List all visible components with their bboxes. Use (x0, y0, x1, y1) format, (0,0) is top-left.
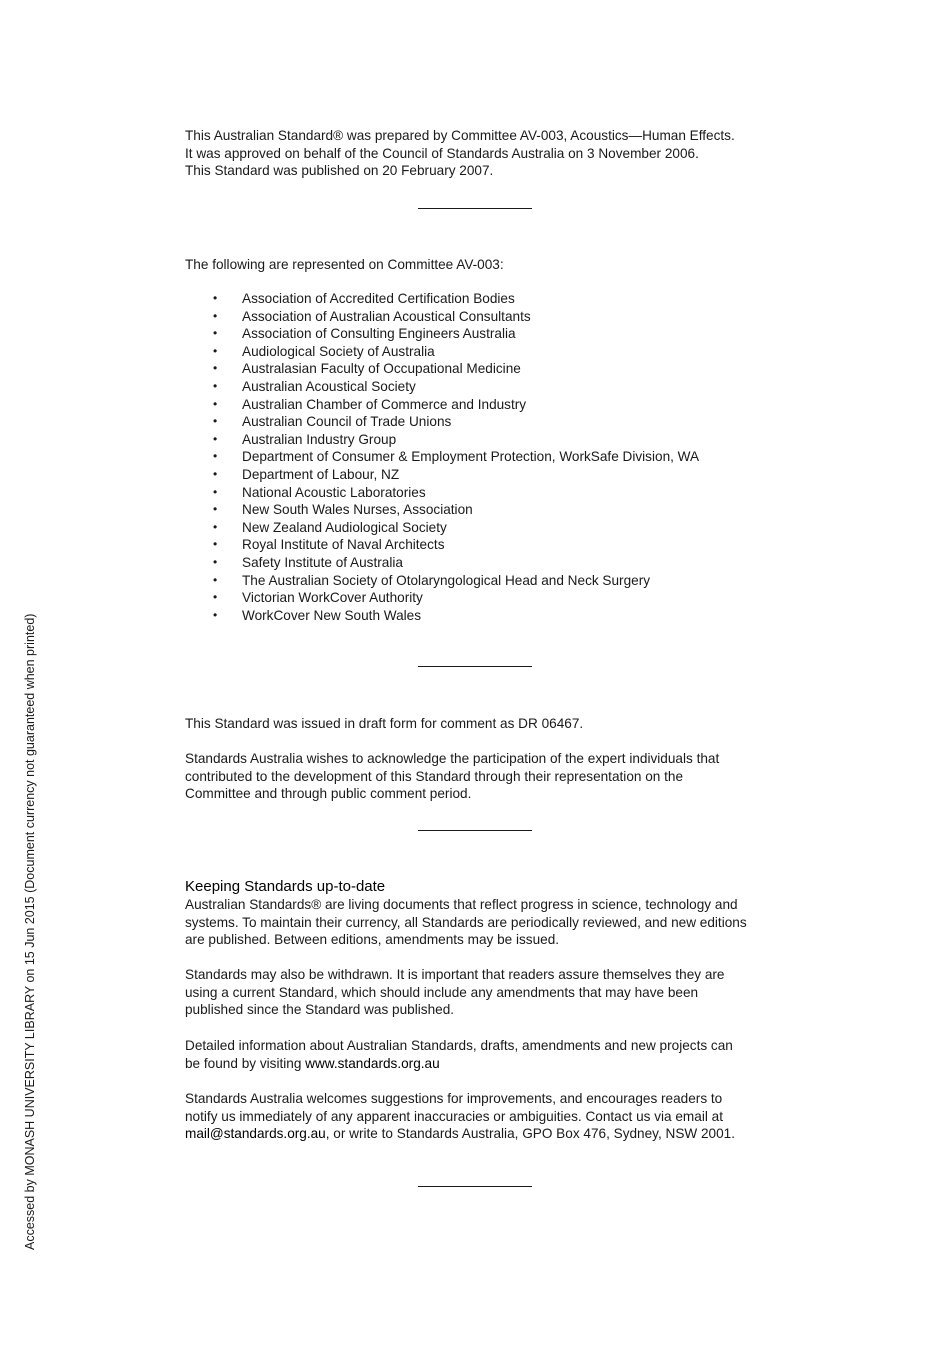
member-list (185, 290, 785, 624)
paragraph-line: systems. To maintain their currency, all Standards are periodically reviewed, and new editions (185, 914, 747, 930)
draft-issued-line: This Standard was issued in draft form for comment as DR 06467. (185, 716, 584, 731)
committee-heading-text: The following are represented on Committee AV-003: (185, 257, 504, 272)
email-link[interactable]: mail@standards.org.au (185, 1126, 326, 1142)
access-watermark: Accessed by MONASH UNIVERSITY LIBRARY on 15 Jun 2015 (Document currency not guaranteed when printed) (23, 613, 37, 1250)
paragraph-line (185, 1055, 785, 1073)
section-divider (418, 1186, 532, 1187)
paragraph-text: be found by visiting (185, 1055, 306, 1071)
bullet-icon: • (213, 607, 218, 622)
website-link[interactable]: www.standards.org.au (305, 1055, 440, 1071)
section-divider (418, 666, 532, 667)
member-list-item (185, 466, 785, 484)
ack-line: Standards Australia wishes to acknowledge the participation of the expert individuals that (185, 751, 720, 766)
ack-line: Committee and through public comment period. (185, 786, 472, 802)
member-name: WorkCover New South Wales (242, 607, 422, 623)
member-list-item (185, 308, 785, 326)
document-page (185, 0, 785, 1345)
withdrawn-paragraph (185, 966, 785, 1019)
bullet-icon: • (213, 466, 218, 481)
paragraph-line: notify us immediately of any apparent inaccuracies or ambiguities. Contact us via email at (185, 1108, 723, 1124)
contact-paragraph (185, 1090, 785, 1143)
member-list-item (185, 589, 785, 607)
paragraph-line: are published. Between editions, amendments may be issued. (185, 932, 560, 948)
bullet-icon: • (213, 484, 218, 499)
member-name: Australasian Faculty of Occupational Medicine (242, 361, 521, 377)
bullet-icon: • (213, 378, 218, 393)
member-name: Victorian WorkCover Authority (242, 590, 423, 606)
paragraph-line: Australian Standards® are living documents that reflect progress in science, technology and (185, 897, 738, 912)
committee-members (185, 290, 785, 624)
member-name: Australian Chamber of Commerce and Industry (242, 396, 527, 412)
paragraph-line: published since the Standard was published. (185, 1002, 455, 1018)
member-list-item (185, 572, 785, 590)
member-list-item (185, 290, 785, 308)
bullet-icon: • (213, 519, 218, 534)
member-name: Safety Institute of Australia (242, 554, 403, 570)
paragraph-line: Standards may also be withdrawn. It is important that readers assure themselves they are (185, 967, 725, 982)
member-name: Australian Acoustical Society (242, 378, 416, 394)
bullet-icon: • (213, 554, 218, 569)
member-name: Association of Accredited Certification Bodies (242, 291, 515, 306)
bullet-icon: • (213, 572, 218, 587)
member-list-item (185, 448, 785, 466)
member-name: Department of Consumer & Employment Protection, WorkSafe Division, WA (242, 449, 700, 465)
member-list-item (185, 360, 785, 378)
member-list-item (185, 607, 785, 625)
member-list-item (185, 325, 785, 343)
section-divider (418, 208, 532, 209)
member-list-item (185, 378, 785, 396)
bullet-icon: • (213, 537, 218, 552)
bullet-icon: • (213, 449, 218, 464)
acknowledgement (185, 750, 785, 803)
member-list-item (185, 484, 785, 502)
member-name: Audiological Society of Australia (242, 343, 435, 359)
publication-info (185, 127, 785, 180)
member-list-item (185, 413, 785, 431)
bullet-icon: • (213, 590, 218, 605)
bullet-icon: • (213, 326, 218, 341)
bullet-icon: • (213, 343, 218, 358)
member-list-item (185, 536, 785, 554)
bullet-icon: • (213, 414, 218, 429)
member-name: Royal Institute of Naval Architects (242, 537, 445, 553)
member-name: Australian Industry Group (242, 431, 397, 447)
ack-line: contributed to the development of this Standard through their representation on the (185, 768, 684, 784)
bullet-icon: • (213, 396, 218, 411)
member-name: National Acoustic Laboratories (242, 484, 426, 500)
bullet-icon: • (213, 308, 218, 323)
member-list-item (185, 501, 785, 519)
member-list-item (185, 519, 785, 537)
member-name: Association of Consulting Engineers Australia (242, 326, 516, 342)
member-name: Department of Labour, NZ (242, 466, 400, 482)
member-name: Association of Australian Acoustical Consultants (242, 308, 531, 324)
paragraph-line: Standards Australia welcomes suggestions for improvements, and encourages readers to (185, 1091, 723, 1106)
bullet-icon: • (213, 502, 218, 517)
paragraph-text: , or write to Standards Australia, GPO Box 476, Sydney, NSW 2001. (325, 1126, 736, 1142)
paragraph-line (185, 1125, 785, 1143)
section-divider (418, 830, 532, 831)
member-name: New Zealand Audiological Society (242, 519, 447, 535)
member-list-item (185, 431, 785, 449)
member-name: Australian Council of Trade Unions (242, 414, 452, 430)
published-line: This Standard was published on 20 February 2007. (185, 163, 494, 179)
member-list-item (185, 396, 785, 414)
uptodate-section (185, 878, 785, 949)
member-list-item (185, 554, 785, 572)
bullet-icon: • (213, 361, 218, 376)
uptodate-heading: Keeping Standards up-to-date (185, 878, 386, 895)
paragraph-line: using a current Standard, which should include any amendments that may have been (185, 984, 699, 1000)
member-name: New South Wales Nurses, Association (242, 502, 473, 518)
website-paragraph (185, 1037, 785, 1072)
approved-line: It was approved on behalf of the Council of Standards Australia on 3 November 2006. (185, 145, 699, 161)
member-name: The Australian Society of Otolaryngological Head and Neck Surgery (242, 572, 651, 588)
committee-heading (185, 256, 785, 274)
bullet-icon: • (213, 291, 218, 305)
prepared-by-line: This Australian Standard® was prepared by Committee AV-003, Acoustics—Human Effects. (185, 128, 735, 143)
draft-info (185, 715, 785, 733)
paragraph-line: Detailed information about Australian Standards, drafts, amendments and new projects can (185, 1038, 733, 1053)
bullet-icon: • (213, 431, 218, 446)
member-list-item (185, 343, 785, 361)
